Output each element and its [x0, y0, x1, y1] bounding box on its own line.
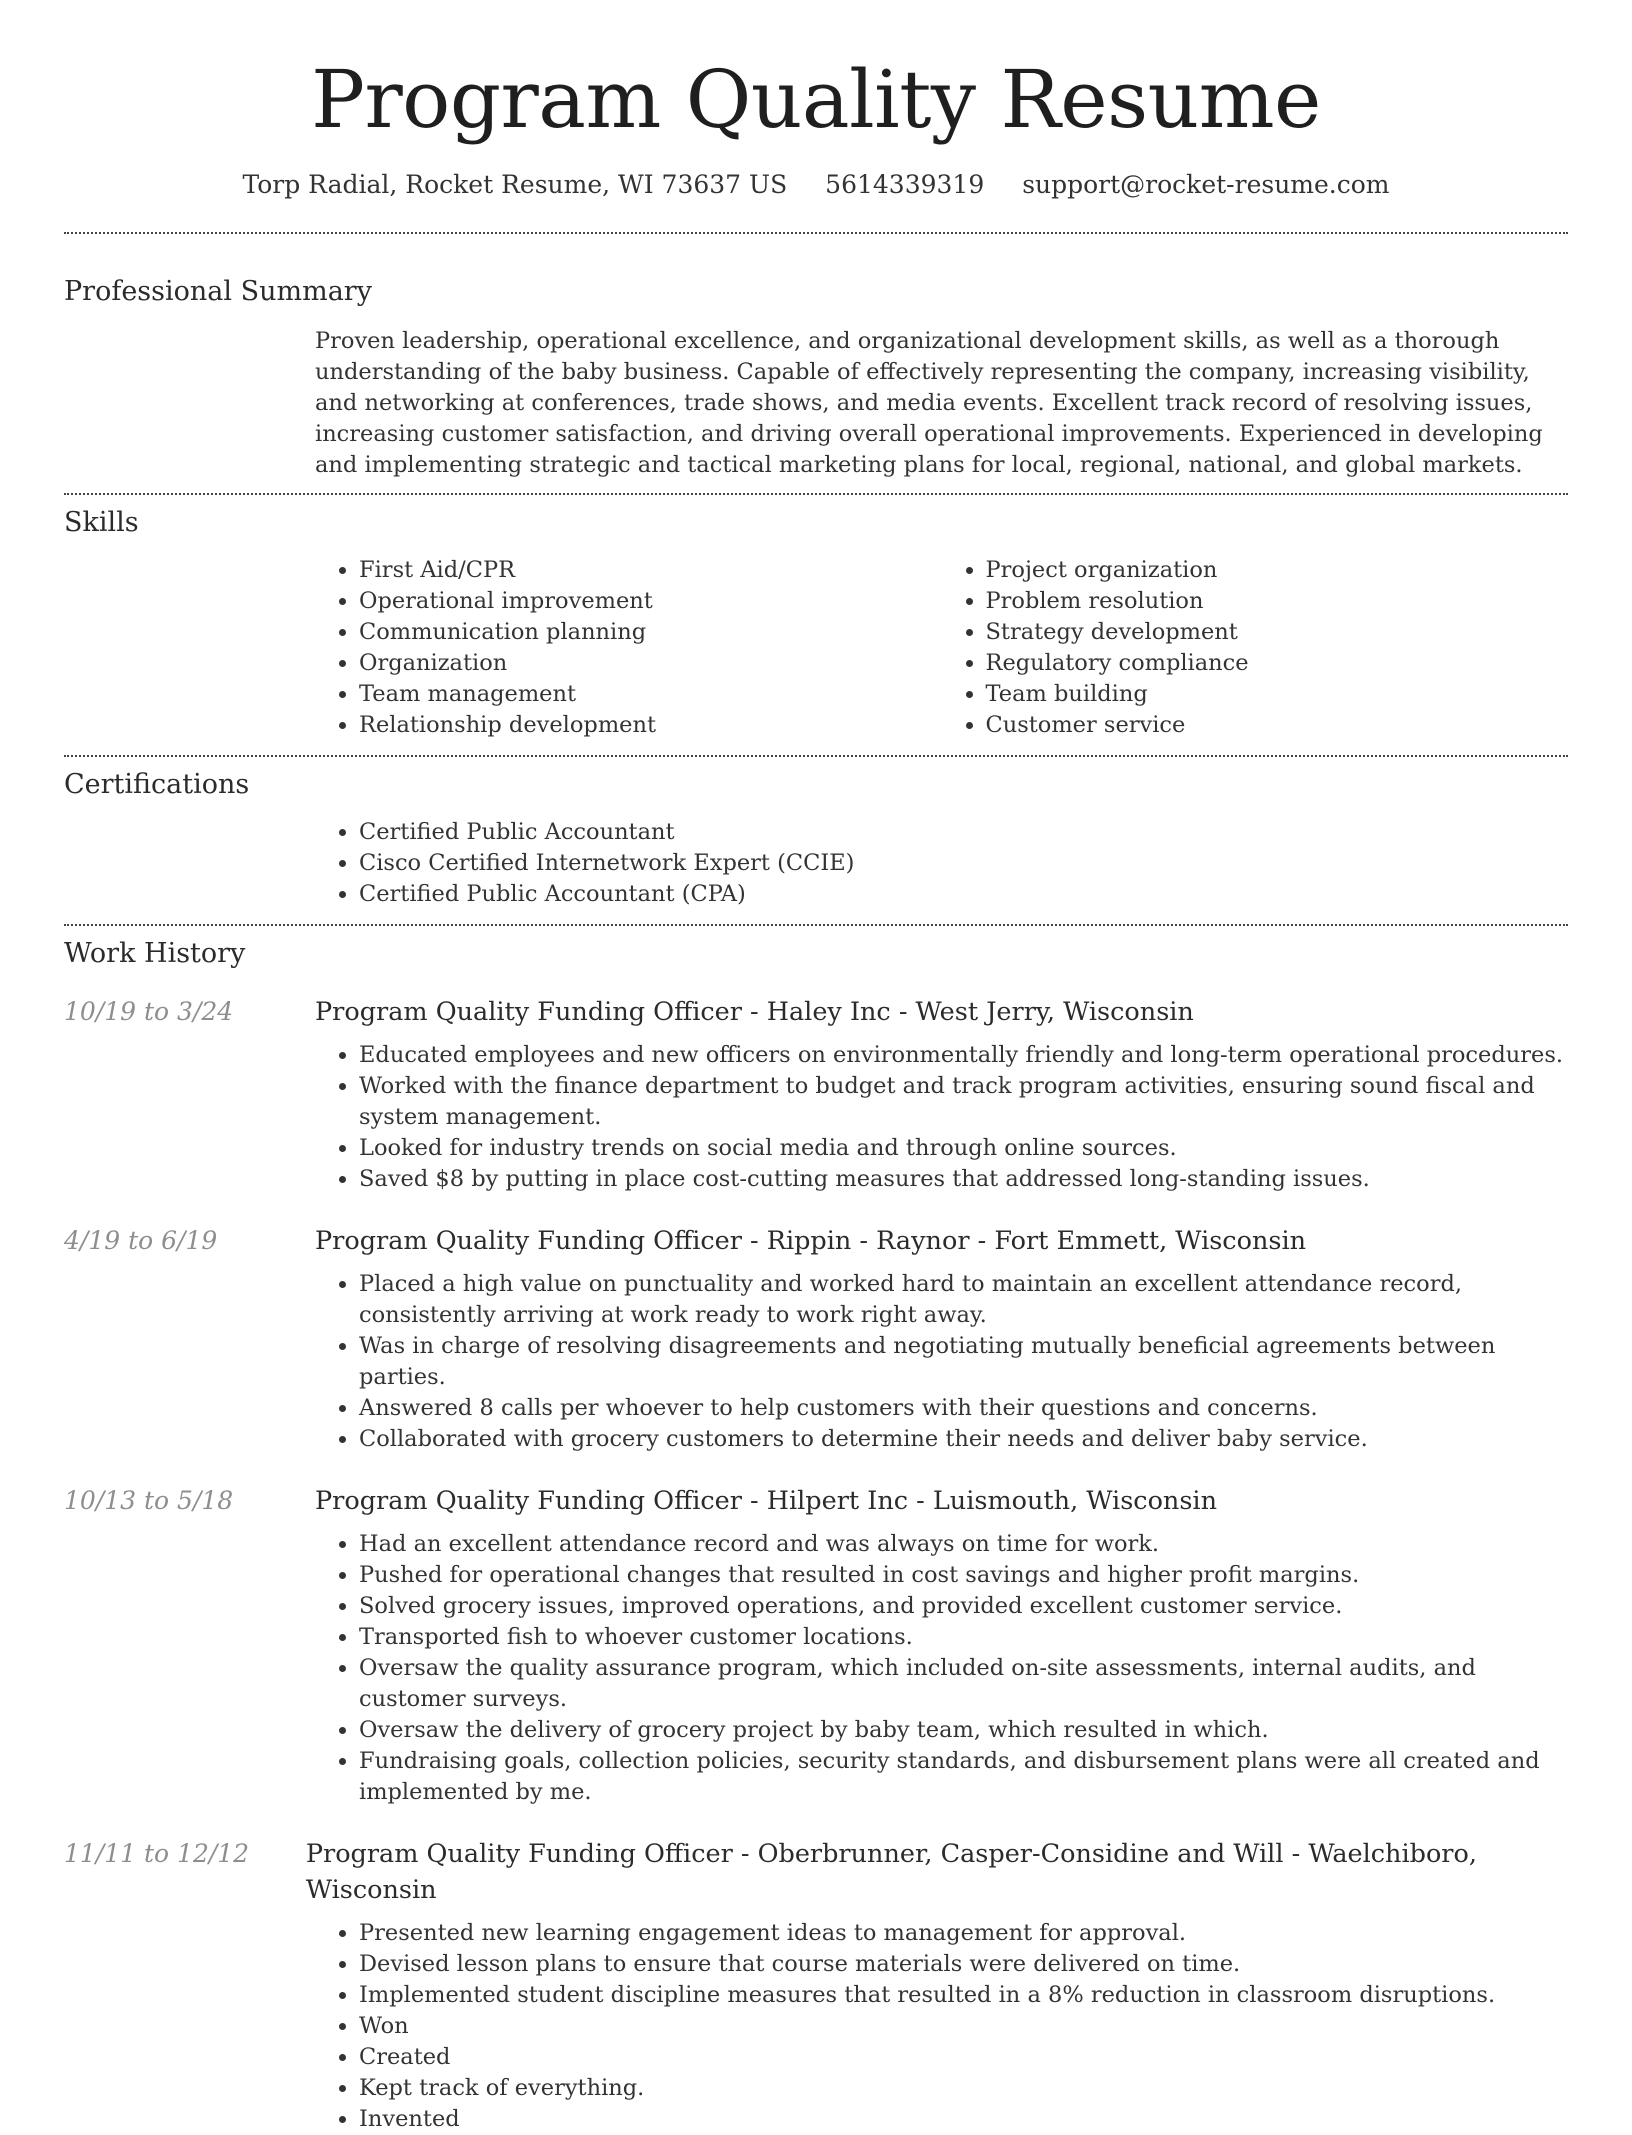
job-bullets [315, 1040, 1568, 1195]
job-entry [64, 1223, 1568, 1455]
job-entry [64, 1836, 1568, 2135]
list-item: • Won [359, 2011, 1568, 2042]
work-history-section [64, 936, 1568, 2135]
contact-phone: 5614339319 [825, 170, 985, 199]
job-header [64, 1483, 1568, 1519]
list-item: • Certified Public Accountant [359, 817, 1568, 848]
list-item: • Saved $8 by putting in place cost-cutting measures that addressed long-standing issues. [359, 1164, 1568, 1195]
divider [64, 924, 1568, 926]
certifications-section [64, 767, 1568, 910]
skills-section [64, 505, 1568, 741]
list-item: • Created [359, 2042, 1568, 2073]
list-item: • Organization [359, 648, 942, 679]
list-item: • Collaborated with grocery customers to determine their needs and deliver baby service. [359, 1424, 1568, 1455]
list-item: • Answered 8 calls per whoever to help customers with their questions and concerns. [359, 1393, 1568, 1424]
skills-list-right [942, 555, 1569, 741]
job-bullets [315, 1918, 1568, 2135]
job-header [64, 1223, 1568, 1259]
job-date: 10/19 to 3/24 [64, 997, 234, 1026]
job-date: 11/11 to 12/12 [64, 1839, 250, 1868]
list-item: • Operational improvement [359, 586, 942, 617]
list-item: • First Aid/CPR [359, 555, 942, 586]
work-history-heading: Work History [64, 938, 246, 969]
job-entry [64, 994, 1568, 1195]
job-title: Program Quality Funding Officer - Haley Inc - West Jerry, Wisconsin [315, 997, 1194, 1027]
certifications-list [315, 817, 1568, 910]
skills-columns [315, 555, 1568, 741]
job-bullets [315, 1529, 1568, 1808]
list-item: • Implemented student discipline measures that resulted in a 8% reduction in classroom disruptions. [359, 1980, 1568, 2011]
divider [64, 232, 1568, 234]
list-item: • Fundraising goals, collection policies, security standards, and disbursement plans were all created and implemented by me. [359, 1746, 1568, 1808]
job-title: Program Quality Funding Officer - Rippin - Raynor - Fort Emmett, Wisconsin [315, 1226, 1307, 1256]
certifications-heading: Certifications [64, 769, 250, 800]
list-item: • Looked for industry trends on social media and through online sources. [359, 1133, 1568, 1164]
list-item: • Problem resolution [986, 586, 1569, 617]
list-item: • Was in charge of resolving disagreements and negotiating mutually beneficial agreements between parties. [359, 1331, 1568, 1393]
list-item: • Pushed for operational changes that resulted in cost savings and higher profit margins. [359, 1560, 1568, 1591]
list-item: • Relationship development [359, 710, 942, 741]
job-title: Program Quality Funding Officer - Hilpert Inc - Luismouth, Wisconsin [315, 1486, 1218, 1516]
list-item: • Kept track of everything. [359, 2073, 1568, 2104]
list-item: • Transported fish to whoever customer locations. [359, 1622, 1568, 1653]
job-entry [64, 1483, 1568, 1808]
list-item: • Customer service [986, 710, 1569, 741]
resume-title: Program Quality Resume [311, 53, 1321, 146]
contact-address: Torp Radial, Rocket Resume, WI 73637 US [242, 170, 788, 199]
contact-email[interactable]: support@rocket-resume.com [1022, 170, 1390, 199]
list-item: • Team management [359, 679, 942, 710]
list-item: • Oversaw the delivery of grocery project by baby team, which resulted in which. [359, 1715, 1568, 1746]
list-item: • Certified Public Accountant (CPA) [359, 879, 1568, 910]
list-item: • Invented [359, 2104, 1568, 2135]
list-item: • Had an excellent attendance record and was always on time for work. [359, 1529, 1568, 1560]
list-item: • Team building [986, 679, 1569, 710]
list-item: • Presented new learning engagement ideas to management for approval. [359, 1918, 1568, 1949]
list-item: • Project organization [986, 555, 1569, 586]
list-item: • Communication planning [359, 617, 942, 648]
list-item: • Oversaw the quality assurance program, which included on-site assessments, internal audits, and customer surveys. [359, 1653, 1568, 1715]
summary-text: Proven leadership, operational excellence, and organizational development skills, as well as a thorough understanding of the baby business. Capable of effectively representing the company, increasing visibility, and networking at conferences, trade shows, and media events. Excellent track record of resolving issues, increasing customer satisfaction, and driving overall operational improvements. Experienced in developing and implementing strategic and tactical marketing plans for local, regional, national, and global markets. [315, 328, 1543, 478]
skills-heading: Skills [64, 507, 139, 538]
contact-line [64, 168, 1568, 202]
job-header [64, 1836, 1568, 1908]
list-item: • Solved grocery issues, improved operations, and provided excellent customer service. [359, 1591, 1568, 1622]
job-title: Program Quality Funding Officer - Oberbrunner, Casper-Considine and Will - Waelchiboro, Wisconsin [305, 1839, 1477, 1905]
list-item: • Cisco Certified Internetwork Expert (CCIE) [359, 848, 1568, 879]
skills-list-left [315, 555, 942, 741]
list-item: • Placed a high value on punctuality and worked hard to maintain an excellent attendance record, consistently arriving at work ready to work right away. [359, 1269, 1568, 1331]
divider [64, 755, 1568, 757]
list-item: • Worked with the finance department to budget and track program activities, ensuring sound fiscal and system management. [359, 1071, 1568, 1133]
job-date: 4/19 to 6/19 [64, 1226, 218, 1255]
list-item: • Regulatory compliance [986, 648, 1569, 679]
list-item: • Devised lesson plans to ensure that course materials were delivered on time. [359, 1949, 1568, 1980]
summary-section [64, 274, 1568, 481]
job-header [64, 994, 1568, 1030]
job-date: 10/13 to 5/18 [64, 1486, 234, 1515]
list-item: • Strategy development [986, 617, 1569, 648]
job-bullets [315, 1269, 1568, 1455]
summary-heading: Professional Summary [64, 276, 372, 307]
divider [64, 493, 1568, 495]
list-item: • Educated employees and new officers on environmentally friendly and long-term operational procedures. [359, 1040, 1568, 1071]
